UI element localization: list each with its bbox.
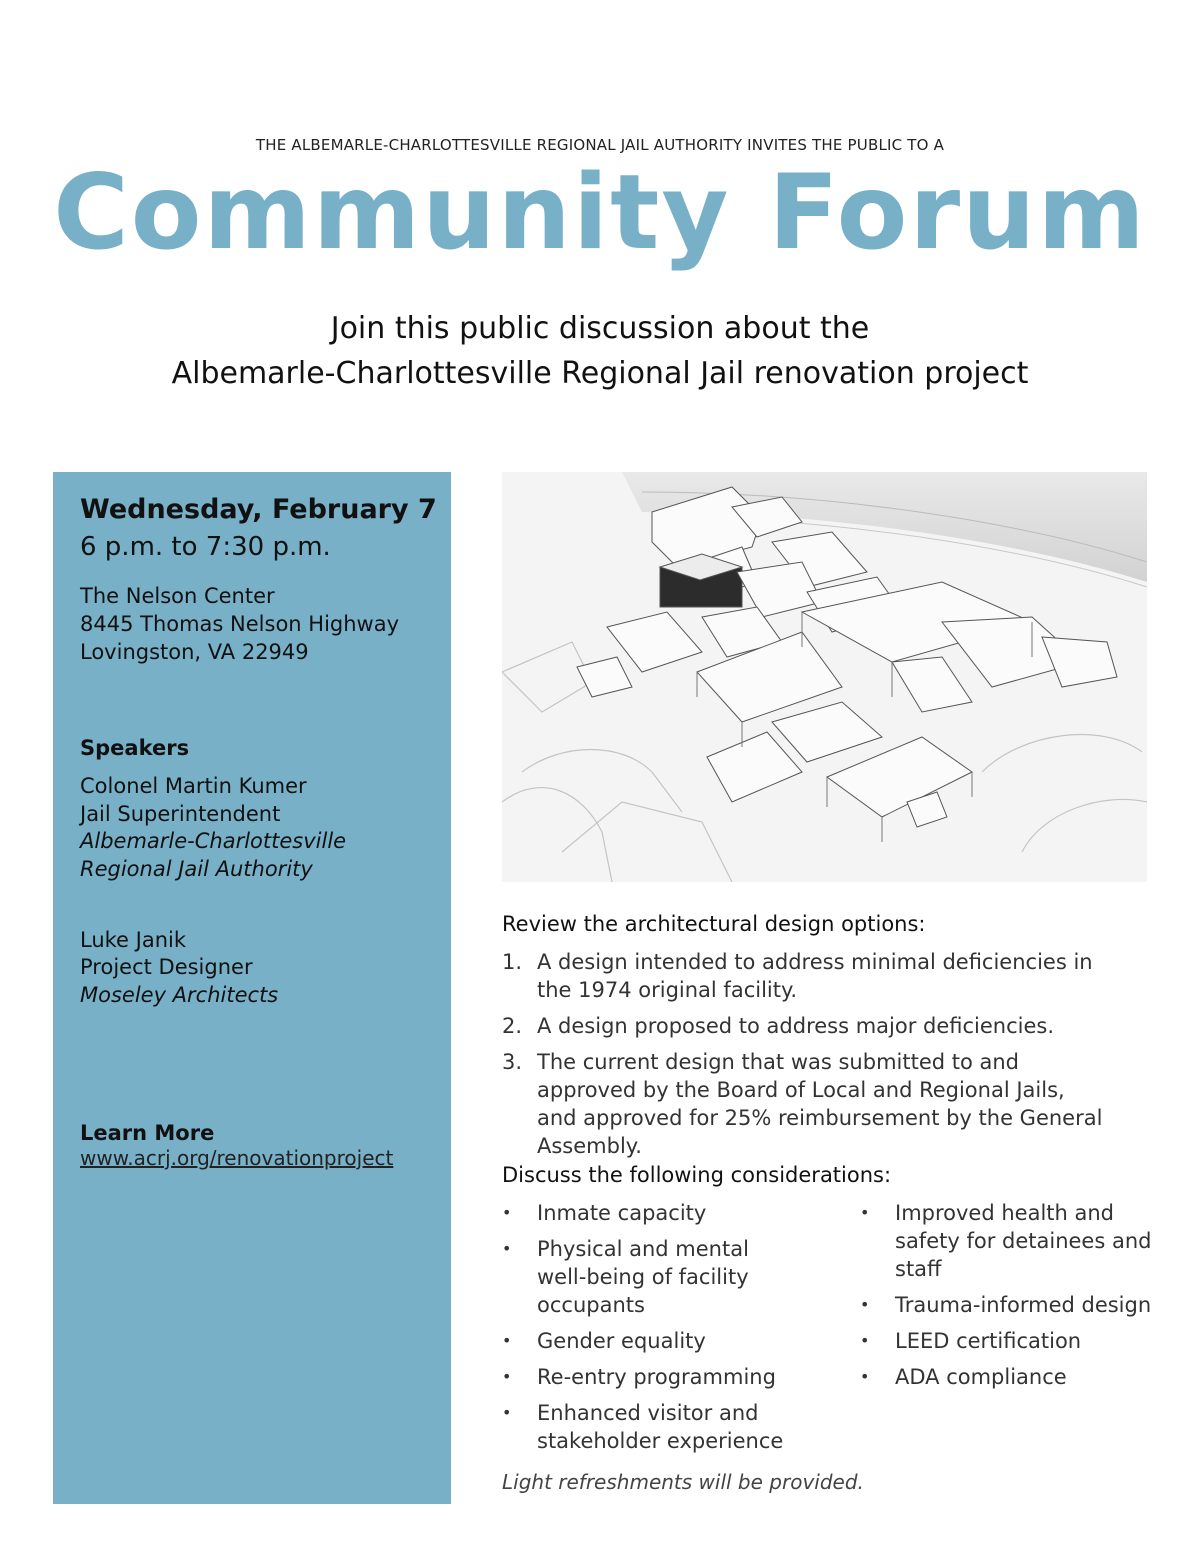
speaker-role: Jail Superintendent (80, 802, 281, 826)
item-text: A design proposed to address major deficiencies. (537, 1014, 1055, 1038)
subtitle-line-1: Join this public discussion about the (330, 311, 870, 346)
subtitle (0, 306, 1200, 396)
considerations-heading: Discuss the following considerations: (502, 1163, 892, 1187)
item-text: Enhanced visitor and stakeholder experience (537, 1401, 784, 1453)
item-number: 3. (502, 1050, 523, 1074)
item-text: Trauma-informed design (895, 1293, 1152, 1317)
event-time: 6 p.m. to 7:30 p.m. (80, 532, 331, 562)
list-item (502, 1048, 1162, 1160)
architectural-rendering (502, 472, 1147, 882)
list-item (502, 1327, 802, 1355)
list-item (502, 1199, 802, 1227)
list-item (502, 1363, 802, 1391)
list-item (502, 1399, 802, 1455)
item-text: Gender equality (537, 1329, 706, 1353)
considerations-list-right (860, 1199, 1160, 1391)
refreshments-note: Light refreshments will be provided. (502, 1470, 864, 1494)
invite-line: THE ALBEMARLE-CHARLOTTESVILLE REGIONAL JAIL AUTHORITY INVITES THE PUBLIC TO A (255, 136, 945, 154)
bullet: • (860, 1367, 870, 1386)
speaker-org: Albemarle-Charlottesville (80, 829, 347, 853)
list-item (860, 1363, 1160, 1391)
event-address-line-2: Lovingston, VA 22949 (80, 640, 309, 664)
event-date: Wednesday, February 7 (80, 494, 437, 525)
event-venue: The Nelson Center (80, 584, 275, 608)
bullet: • (502, 1403, 512, 1422)
item-text: Improved health and safety for detainees and staff (895, 1201, 1152, 1281)
considerations-list-left (502, 1199, 802, 1455)
bullet: • (502, 1367, 512, 1386)
item-text: A design intended to address minimal deficiencies in the 1974 original facility. (537, 950, 1093, 1002)
speaker-role: Project Designer (80, 955, 253, 979)
event-address-line-1: 8445 Thomas Nelson Highway (80, 612, 400, 636)
design-options-list (502, 948, 1162, 1160)
item-text: ADA compliance (895, 1365, 1067, 1389)
item-number: 2. (502, 1014, 523, 1038)
bullet: • (860, 1203, 870, 1222)
speaker-name: Colonel Martin Kumer (80, 774, 307, 798)
item-text: Re-entry programming (537, 1365, 776, 1389)
bullet: • (502, 1239, 512, 1258)
list-item (860, 1291, 1160, 1319)
item-text: LEED certification (895, 1329, 1082, 1353)
item-text: The current design that was submitted to and approved by the Board of Local and Regional Jails, and approved for 25% reimbursement by the General Assembly. (537, 1050, 1103, 1158)
bullet: • (860, 1295, 870, 1314)
item-text: Physical and mental well-being of facility occupants (537, 1237, 749, 1317)
speaker-org-line-2: Regional Jail Authority (80, 857, 313, 881)
learn-more-link[interactable]: www.acrj.org/renovationproject (80, 1146, 394, 1170)
building-illustration (502, 472, 1147, 882)
subtitle-line-2: Albemarle-Charlottesville Regional Jail renovation project (171, 356, 1029, 391)
item-number: 1. (502, 950, 523, 974)
speakers-heading: Speakers (80, 736, 190, 760)
bullet: • (502, 1331, 512, 1350)
list-item (860, 1199, 1160, 1283)
bullet: • (860, 1331, 870, 1350)
list-item (502, 1012, 1162, 1040)
speaker-name: Luke Janik (80, 928, 187, 952)
speaker-org: Moseley Architects (80, 983, 279, 1007)
list-item (860, 1327, 1160, 1355)
page-title: Community Forum (53, 153, 1147, 273)
item-text: Inmate capacity (537, 1201, 707, 1225)
list-item (502, 1235, 802, 1319)
learn-more-heading: Learn More (80, 1121, 215, 1145)
design-options-heading: Review the architectural design options: (502, 912, 926, 936)
list-item (502, 948, 1162, 1004)
bullet: • (502, 1203, 512, 1222)
